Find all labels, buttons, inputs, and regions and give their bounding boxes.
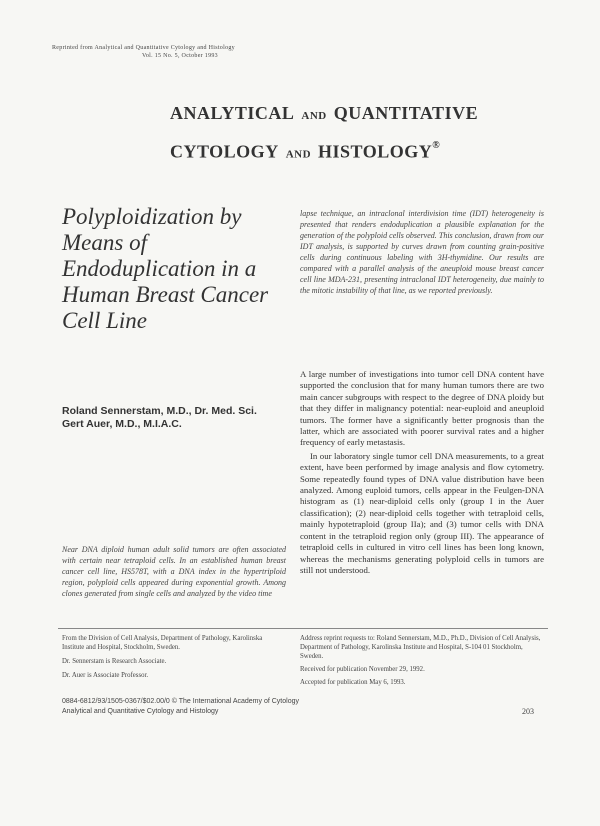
copyright-block [62, 697, 362, 717]
body-paragraph-1: A large number of investigations into tumor cell DNA content have supported the conclusion that for many human tumors there are two main cancer subgroups with respect to the degree of DNA ploidy but that they differ in malignancy potential: near-euploid and aneuploid tumors. The former have a significantly better prognosis than the latter, which are associated with poorer survival rates and a higher frequency of early metastasis. [300, 369, 544, 448]
journal-and-1: and [301, 107, 327, 123]
reprint-line-2: Vol. 15 No. 5, October 1993 [142, 53, 218, 59]
footnote-auer: Dr. Auer is Associate Professor. [62, 672, 149, 679]
author-2: Gert Auer, M.D., M.I.A.C. [62, 418, 182, 430]
journal-word-analytical: analytical [170, 96, 295, 125]
journal-word-histology: histology [318, 134, 433, 164]
footnote-received: Received for publication November 29, 1992. [300, 666, 425, 673]
body-text [300, 369, 544, 578]
reprint-header [52, 44, 472, 60]
copyright-line-1: 0884-6812/93/1505-0367/$02.00/0 © The International Academy of Cytology [62, 698, 299, 705]
journal-and-2: and [285, 145, 312, 162]
author-1: Roland Sennerstam, M.D., Dr. Med. Sci. [62, 405, 257, 417]
footnote-affiliation: From the Division of Cell Analysis, Department of Pathology, Karolinska Institute and Hospital, Stockholm, Sweden. [62, 635, 263, 651]
summary-paragraph: Near DNA diploid human adult solid tumors are often associated with certain near tetraploid cells. In an established human breast cancer cell line, HS578T, with a DNA index in the hypertriploid region, polyploid cells appeared during exponential growth. Among clones generated from single cells and analyzed by the video time [62, 545, 286, 598]
footnote-divider [58, 628, 548, 629]
footnote-reprint-address: Address reprint requests to: Roland Sennerstam, M.D., Ph.D., Division of Cell Analysis, Department of Pathology, Karolinska Institute and Hospital, S-104 01 Stockholm, Sweden. [300, 635, 541, 660]
registered-mark: ® [432, 140, 441, 151]
copyright-line-2: Analytical and Quantitative Cytology and Histology [62, 708, 219, 715]
footnotes-right [300, 634, 544, 691]
article-authors [62, 405, 292, 431]
journal-word-quantitative: quantitative [333, 96, 479, 125]
article-title: Polyploidization by Means of Endoduplication in a Human Breast Cancer Cell Line [62, 204, 269, 333]
footnote-sennerstam: Dr. Sennerstam is Research Associate. [62, 658, 167, 665]
journal-word-cytology: cytology [170, 134, 279, 164]
journal-masthead [170, 96, 570, 170]
body-paragraph-2: In our laboratory single tumor cell DNA measurements, to a great extent, have been performed by image analysis and flow cytometry. Some repeatedly found types of DNA value distribution have been analyzed. Among euploid tumors, cells appear in the Feulgen-DNA histogram as (1) near-diploid cells only (group I in the Auer classification); (2) near-diploid cells together with tetraploid cells, mainly hypotetraploid (group IIa); and (3) tumor cells with DNA content in the tetraploid region only (group III). The appearance of tetraploid cells in cultured in vitro cell lines has been long known, whereas the mechanisms generating polyploid cells in tumors are still not understood. [300, 450, 544, 575]
footnotes-left [62, 634, 286, 685]
abstract-paragraph: lapse technique, an intraclonal interdivision time (IDT) heterogeneity is presented that renders endoduplication a plausible explanation for the generation of the polyploid cells observed. This conclusion, drawn from our IDT analysis, is supported by curves drawn from counting grain-positive cells during continuous labeling with 3H-thymidine. Our results are compared with a parallel analysis of the aneuploid mouse breast cancer cell line MDA-231, presenting intraclonal IDT heterogeneity, due mainly to the mitotic instability of that line, as we reported previously. [300, 209, 544, 295]
reprint-line-1: Reprinted from Analytical and Quantitative Cytology and Histology [52, 45, 235, 51]
page-number: 203 [522, 707, 534, 716]
footnote-accepted: Accepted for publication May 6, 1993. [300, 679, 406, 686]
